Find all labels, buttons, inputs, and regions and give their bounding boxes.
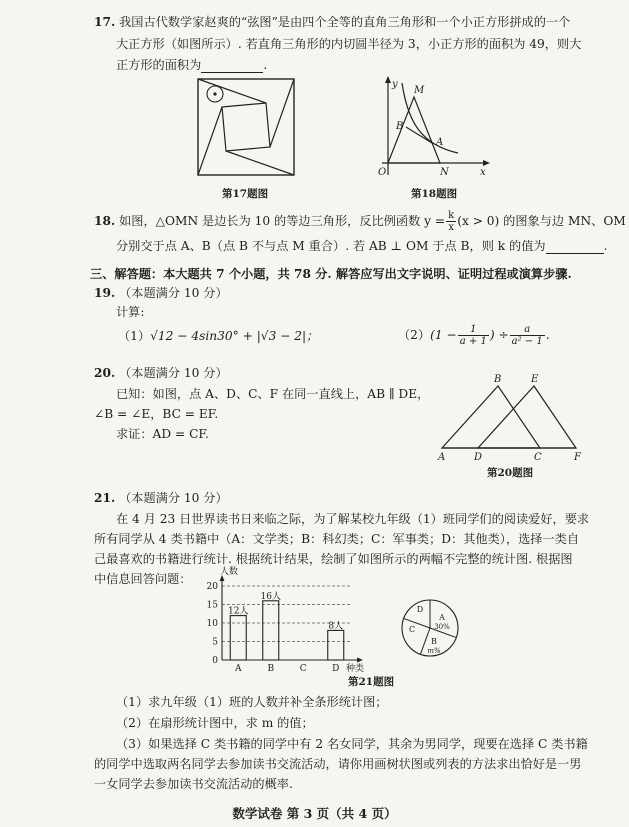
q20-line2: ∠B = ∠E，BC = EF. [94, 407, 219, 421]
q19-prompt: 计算: [116, 305, 145, 319]
q21-sub3-line3: 一女同学去参加读书交流活动的概率. [94, 777, 293, 791]
fig20-label-b: B [494, 374, 502, 385]
q21-header: 21. （本题满分 10 分） [94, 491, 228, 505]
q19-part1: （1）√12 − 4sin30° + |√3 − 2|； [118, 329, 319, 343]
q21-sub1: （1）求九年级（1）班的人数并补全条形统计图； [116, 695, 388, 709]
figure-17-caption: 第17题图 [222, 188, 269, 200]
fig18-label-m: M [414, 85, 425, 96]
fig20-label-e: E [531, 374, 539, 385]
bar-B [263, 601, 279, 660]
q20-header: 20. （本题满分 10 分） [94, 366, 228, 380]
bar-chart-xlabel: 种类 [346, 664, 365, 674]
answer-blank-17 [201, 60, 263, 73]
q21-line2: 所有同学从 4 类书籍中（A：文学类；B：科幻类；C：军事类；D：其他类），选择一类自 [94, 532, 580, 546]
bar-label-A: 12人 [228, 606, 249, 617]
q21-line4: 中信息回答问题： [94, 572, 192, 586]
bar-label-B: 16人 [260, 591, 281, 602]
page-footer: 数学试卷 第 3 页（共 4 页） [232, 806, 397, 821]
figure-17-diagram [196, 77, 296, 177]
bar-chart-ytick-20: 20 [206, 582, 218, 592]
pie-slice-value-B: m% [427, 647, 441, 655]
bar-label-D: 8人 [328, 621, 344, 632]
bar-A [230, 616, 246, 660]
q21-line1: 在 4 月 23 日世界读书日来临之际，为了解某校九年级（1）班同学们的阅读爱好，要求 [116, 512, 590, 526]
pie-divider-3 [404, 618, 430, 628]
bar-chart-xtick-C: C [299, 664, 307, 674]
bar-chart-x-arrow [357, 658, 363, 663]
fig18-label-x: x [480, 167, 486, 178]
fig18-label-o: O [378, 167, 387, 178]
figure-20-diagram [436, 372, 586, 462]
q18-line1: 18. 如图，△OMN 是边长为 10 的等边三角形，反比例函数 y = $\frac{k}{x}$ (x > 0) 的图象与边 MN、OM [94, 210, 626, 233]
bar-chart-ytick-10: 10 [206, 619, 218, 629]
q20-line3: 求证：AD = CF. [116, 427, 209, 441]
fig20-label-d: D [474, 452, 483, 463]
figure-20-caption: 第20题图 [487, 467, 534, 479]
q17-line3: 正方形的面积为 . [116, 58, 268, 72]
pie-slice-label-B: B [431, 637, 437, 646]
fig20-label-a: A [438, 452, 446, 463]
q19-part2: （2）(1 − $\frac{1}{a + 1}$ ) ÷ $\frac{a}{\text{a² − 1}}$ . [398, 324, 550, 347]
q17-line2: 大正方形（如图所示）. 若直角三角形的内切圆半径为 3，小正方形的面积为 49，则大 [116, 37, 582, 51]
section-3-heading: 三、解答题：本大题共 7 个小题，共 78 分. 解答应写出文字说明、证明过程或演算步骤. [90, 267, 572, 281]
q17-line1: 17. 我国古代数学家赵爽的“弦图”是由四个全等的直角三角形和一个小正方形拼成的一个 [94, 15, 571, 29]
fig18-label-y: y [392, 79, 398, 90]
answer-blank-18 [546, 241, 604, 254]
pie-chart [398, 596, 462, 660]
q21-line3: 己最喜欢的书籍进行统计. 根据统计结果，绘制了如图所示的两幅不完整的统计图. 根据图 [94, 552, 573, 566]
q18-line2: 分别交于点 A、B（点 B 不与点 M 重合）. 若 AB ⊥ OM 于点 B，则 k 的值为 . [116, 239, 608, 253]
pie-slice-label-A: A [439, 613, 445, 622]
fig18-label-b: B [396, 121, 404, 132]
figure-21-caption: 第21题图 [348, 676, 395, 688]
bar-chart-ytick-5: 5 [212, 637, 218, 648]
bar-chart-ylabel: 人数 [220, 567, 239, 577]
fig18-label-a: A [436, 137, 444, 148]
fig18-label-n: N [440, 167, 449, 178]
figure-18-caption: 第18题图 [411, 188, 458, 200]
q21-sub3-line2: 的同学中选取两名同学去参加读书交流活动，请你用画树状图或列表的方法求出恰好是一男 [94, 757, 582, 771]
q18-fraction: $\frac{k}{x}$ [448, 210, 455, 233]
bar-chart-xtick-A: A [235, 664, 242, 674]
q17-number: 17. [94, 15, 116, 29]
pie-slice-value-A: 30% [434, 623, 450, 631]
figure-18-diagram [374, 75, 494, 185]
bar-D [328, 630, 344, 660]
q20-line1: 已知：如图，点 A、D、C、F 在同一直线上，AB ∥ DE， [116, 387, 430, 401]
q19-header: 19. （本题满分 10 分） [94, 286, 228, 300]
bar-chart-ytick-15: 15 [206, 600, 218, 611]
q21-sub2: （2）在扇形统计图中，求 m 的值； [116, 716, 314, 730]
bar-chart-xtick-D: D [332, 664, 340, 674]
bar-chart-xtick-B: B [267, 664, 275, 674]
fig20-label-f: F [574, 452, 581, 463]
bar-chart [198, 567, 378, 674]
bar-chart-ytick-0: 0 [212, 656, 218, 666]
fig20-label-c: C [534, 452, 542, 463]
q21-sub3-line1: （3）如果选择 C 类书籍的同学中有 2 名女同学，其余为男同学，现要在选择 C 类书籍 [116, 737, 588, 751]
pie-slice-label-D: D [416, 605, 424, 614]
pie-slice-label-C: C [408, 625, 416, 634]
